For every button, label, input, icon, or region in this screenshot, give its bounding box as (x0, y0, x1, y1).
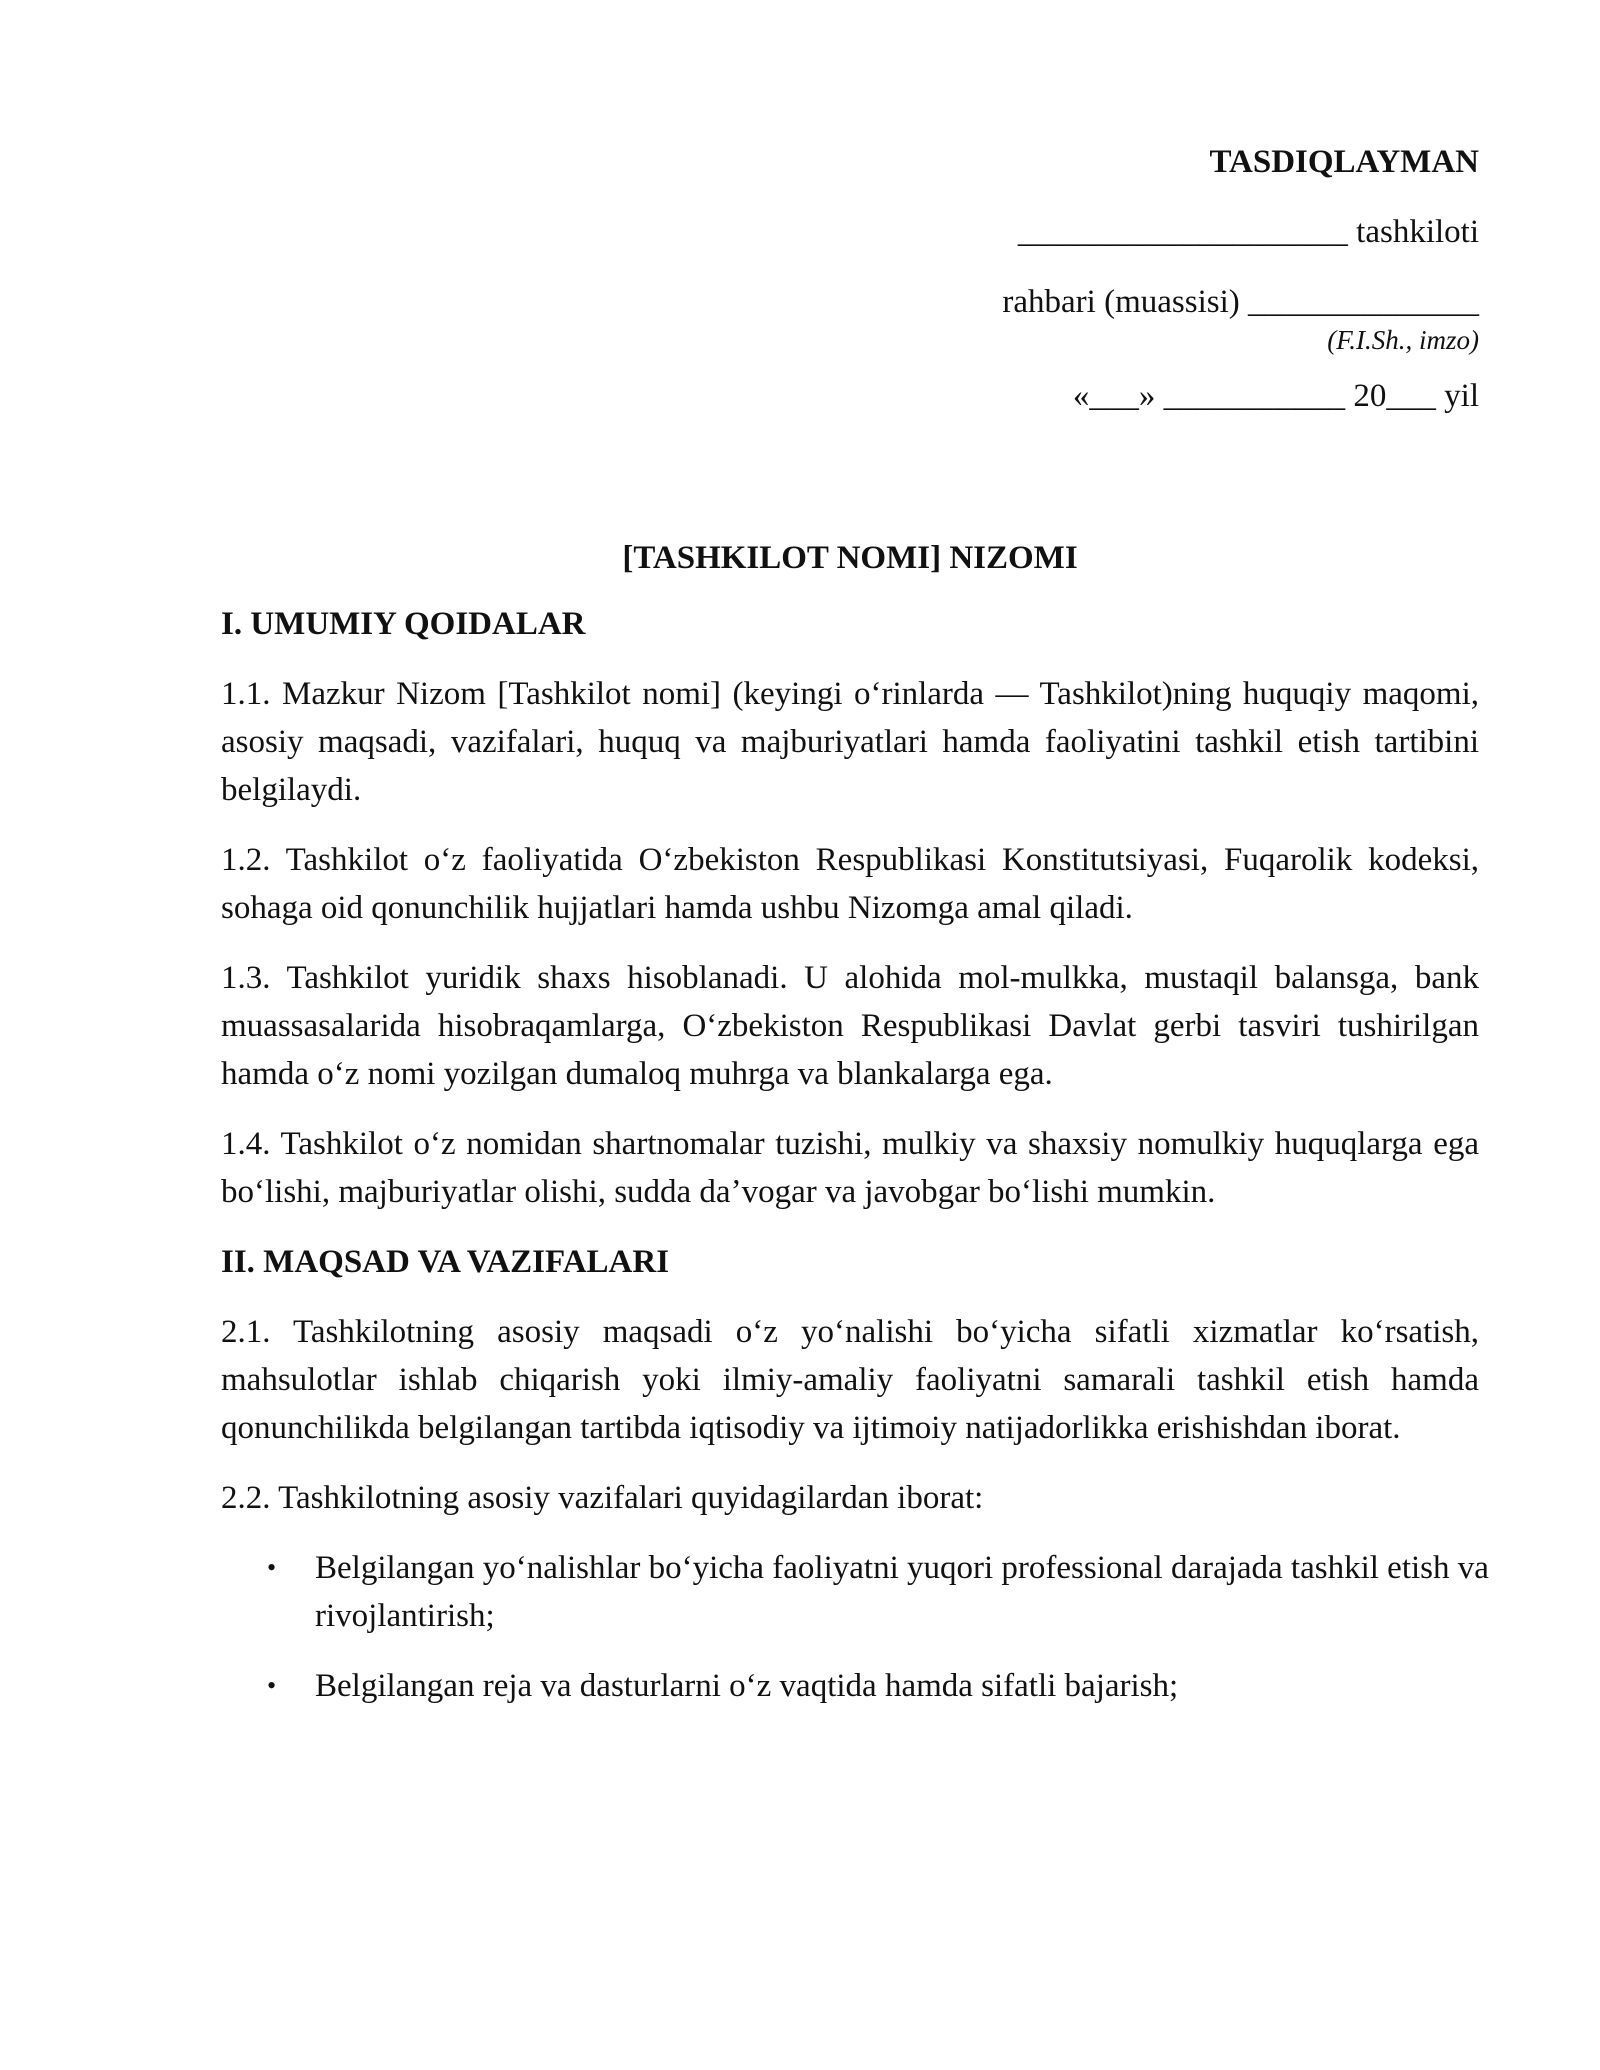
approval-heading: TASDIQLAYMAN (1209, 144, 1479, 180)
document-title: [TASHKILOT NOMI] NIZOMI (622, 540, 1078, 576)
bullet-icon: • (267, 1671, 277, 1700)
paragraph-1-3: 1.3. Tashkilot yuridik shaxs hisoblanadi. U alohida mol-mulkka, mustaqil balansga, bank muassasalarida hisobraqamlarga, Oʻzbekiston Respublikasi Davlat gerbi tasviri tushirilgan hamda oʻz nomi yozilgan dumaloq muhrga va blankalarga ega. (221, 960, 1479, 1092)
approval-date-line: «___» ___________ 20___ yil (1072, 378, 1479, 414)
organization-line: ____________________ tashkiloti (1017, 214, 1479, 250)
head-signature-line: rahbari (muassisi) ______________ (1002, 284, 1479, 320)
paragraph-1-1: 1.1. Mazkur Nizom [Tashkilot nomi] (keyingi oʻrinlarda — Tashkilot)ning huquqiy maqomi, asosiy maqsadi, vazifalari, huquq va majburiyatlari hamda faoliyatini tashkil etish tartibini belgilaydi. (221, 676, 1479, 808)
approval-block (950, 140, 1479, 418)
paragraph-1-4: 1.4. Tashkilot oʻz nomidan shartnomalar tuzishi, mulkiy va shaxsiy nomulkiy huquqlarga ega boʻlishi, majburiyatlar olishi, sudda daʼvogar va javobgar boʻlishi mumkin. (221, 1126, 1479, 1210)
document-body (221, 534, 1489, 1732)
list-item (221, 1662, 1495, 1710)
list-item-text: Belgilangan yoʻnalishlar boʻyicha faoliyatni yuqori professional darajada tashkil etish va rivojlantirish; (315, 1550, 1489, 1634)
section-heading: I. UMUMIY QOIDALAR (221, 606, 586, 642)
paragraph-2-2: 2.2. Tashkilotning asosiy vazifalari quyidagilardan iborat: (221, 1480, 984, 1516)
tasks-list (221, 1544, 1489, 1710)
signature-note: (F.I.Sh., imzo) (1327, 325, 1479, 355)
list-item (221, 1544, 1495, 1640)
paragraph-1-2: 1.2. Tashkilot oʻz faoliyatida Oʻzbekiston Respublikasi Konstitutsiyasi, Fuqarolik kodeksi, sohaga oid qonunchilik hujjatlari hamda ushbu Nizomga amal qiladi. (221, 842, 1479, 926)
list-item-text: Belgilangan reja va dasturlarni oʻz vaqtida hamda sifatli bajarish; (315, 1668, 1179, 1704)
bullet-icon: • (267, 1553, 277, 1582)
section-heading: II. MAQSAD VA VAZIFALARI (221, 1244, 670, 1280)
paragraph-2-1: 2.1. Tashkilotning asosiy maqsadi oʻz yoʻnalishi boʻyicha sifatli xizmatlar koʻrsatish, mahsulotlar ishlab chiqarish yoki ilmiy-amaliy faoliyatni samarali tashkil etish hamda qonunchilikda belgilangan tartibda iqtisodiy va ijtimoiy natijadorlikka erishishdan iborat. (221, 1314, 1479, 1446)
